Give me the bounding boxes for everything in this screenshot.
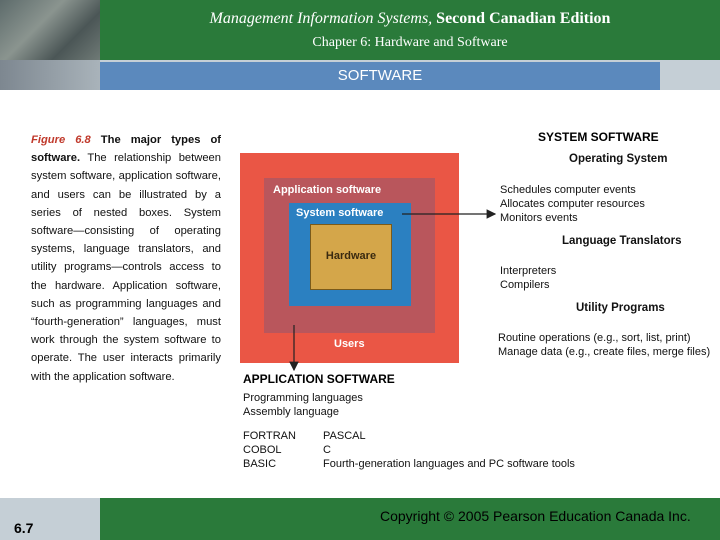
list-item: Fourth-generation languages and PC software tools: [323, 458, 575, 470]
book-title-text: Management Information Systems,: [209, 10, 433, 27]
list-item: BASIC: [243, 458, 277, 470]
figure-title: The major types of software.: [31, 134, 221, 165]
list-item: PASCAL: [323, 430, 366, 442]
system-software-label: System software: [296, 207, 384, 219]
list-item: Allocates computer resources: [500, 198, 645, 210]
list-item: Monitors events: [500, 212, 578, 224]
users-label: Users: [334, 338, 365, 350]
application-software-list: [243, 391, 363, 419]
list-item: Interpreters: [500, 265, 557, 277]
list-item: Routine operations (e.g., sort, list, print): [498, 332, 691, 344]
edition-text: Second Canadian Edition: [436, 10, 611, 27]
list-item: FORTRAN: [243, 430, 296, 442]
page-number: 6.7: [14, 520, 34, 536]
list-item: Schedules computer events: [500, 184, 636, 196]
figure-body: The relationship between system software, application software, and users can be illustrated by a series of nested boxes. System software—consisting of operating systems, language translators, and utility programs—controls access to the hardware. Application software, such as programming languages and “fourth-generation” languages, must work through the system software to operate. The user interacts primarily with the application software.: [31, 152, 222, 383]
figure-label: Figure 6.8: [31, 134, 91, 146]
copyright-text: Copyright © 2005 Pearson Education Canada Inc.: [380, 508, 691, 524]
languages-column-2: [323, 429, 575, 471]
language-translators-heading: Language Translators: [562, 235, 682, 247]
application-software-label: Application software: [273, 184, 382, 196]
operating-system-heading: Operating System: [569, 153, 668, 165]
utility-programs-list: [498, 331, 710, 359]
system-software-heading: SYSTEM SOFTWARE: [538, 130, 659, 144]
list-item: C: [323, 444, 331, 456]
list-item: Compilers: [500, 279, 550, 291]
chapter-title: Chapter 6: Hardware and Software: [312, 35, 508, 50]
list-item: Manage data (e.g., create files, merge files): [498, 346, 711, 358]
utility-programs-heading: Utility Programs: [576, 302, 665, 314]
hardware-label: Hardware: [325, 250, 377, 262]
list-item: Assembly language: [243, 406, 340, 418]
list-item: Programming languages: [243, 392, 363, 404]
language-translators-list: [500, 264, 556, 292]
application-software-heading: APPLICATION SOFTWARE: [243, 372, 395, 386]
operating-system-list: [500, 183, 645, 225]
languages-column-1: [243, 429, 296, 471]
section-title: SOFTWARE: [337, 67, 423, 84]
list-item: COBOL: [243, 444, 282, 456]
